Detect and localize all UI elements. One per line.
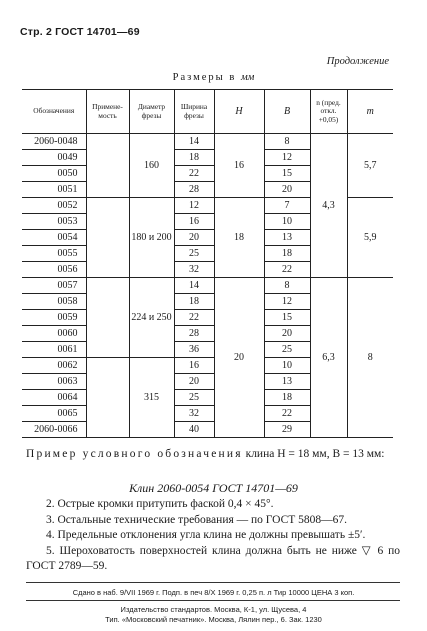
col-header-width: Ширина фрезы bbox=[174, 90, 214, 134]
col-header-designation: Обозначения bbox=[22, 90, 86, 134]
designation-cell: 0057 bbox=[22, 278, 86, 294]
b-cell: 13 bbox=[264, 374, 310, 390]
b-cell: 20 bbox=[264, 326, 310, 342]
b-cell: 8 bbox=[264, 278, 310, 294]
width-cell: 22 bbox=[174, 166, 214, 182]
designation-cell: 0061 bbox=[22, 342, 86, 358]
designation-cell: 0062 bbox=[22, 358, 86, 374]
designation-cell: 0058 bbox=[22, 294, 86, 310]
designation-cell: 0051 bbox=[22, 182, 86, 198]
continuation-label: Продолжение bbox=[326, 56, 389, 67]
printer-line: Тип. «Московский печатник». Москва, Лялин пер., 6. Зак. 1230 bbox=[105, 615, 322, 624]
applicability-cell bbox=[86, 358, 129, 438]
print-info: Сдано в наб. 9/VII 1969 г. Подп. в печ 8/X 1969 г. 0,25 п. л Тир 10000 ЦЕНА 3 коп. bbox=[72, 588, 355, 597]
diameter-cell: 180 и 200 bbox=[129, 198, 174, 278]
b-cell: 12 bbox=[264, 294, 310, 310]
designation-cell: 0052 bbox=[22, 198, 86, 214]
col-header-b: B bbox=[264, 90, 310, 134]
col-header-diameter: Диаметр фрезы bbox=[129, 90, 174, 134]
b-cell: 15 bbox=[264, 166, 310, 182]
width-cell: 40 bbox=[174, 422, 214, 438]
designation-cell: 0065 bbox=[22, 406, 86, 422]
width-cell: 14 bbox=[174, 278, 214, 294]
note-2: 2. Острые кромки притупить фаской 0,4 × 45°. bbox=[46, 498, 274, 510]
m-cell: 5,9 bbox=[347, 198, 393, 278]
table-row bbox=[22, 278, 393, 294]
units-caption bbox=[0, 72, 427, 83]
width-cell: 16 bbox=[174, 358, 214, 374]
b-cell: 20 bbox=[264, 182, 310, 198]
publisher-info bbox=[0, 605, 427, 625]
b-cell: 18 bbox=[264, 390, 310, 406]
col-header-h: H bbox=[214, 90, 264, 134]
units-caption-unit: мм bbox=[240, 72, 255, 83]
example-intro: Пример условного обозначения bbox=[26, 448, 243, 460]
width-cell: 32 bbox=[174, 406, 214, 422]
dimensions-table bbox=[22, 89, 393, 438]
designation-cell: 0056 bbox=[22, 262, 86, 278]
footer-rule-2 bbox=[26, 600, 400, 601]
diameter-cell: 315 bbox=[129, 358, 174, 438]
note-5: 5. Шероховатость поверхностей клина должна быть не ниже ▽ 6 по ГОСТ 2789—59. bbox=[26, 544, 400, 572]
designation-cell: 2060-0066 bbox=[22, 422, 86, 438]
note-4: 4. Предельные отклонения угла клина не должны превышать ±5′. bbox=[46, 529, 366, 541]
page-header: Стр. 2 ГОСТ 14701—69 bbox=[20, 26, 140, 38]
diameter-cell: 224 и 250 bbox=[129, 278, 174, 358]
table-row bbox=[22, 134, 393, 150]
width-cell: 25 bbox=[174, 246, 214, 262]
m-cell: 5,7 bbox=[347, 134, 393, 198]
table-body bbox=[22, 134, 393, 438]
b-cell: 18 bbox=[264, 246, 310, 262]
width-cell: 25 bbox=[174, 390, 214, 406]
b-cell: 8 bbox=[264, 134, 310, 150]
designation-cell: 0053 bbox=[22, 214, 86, 230]
note-3: 3. Остальные технические требования — по ГОСТ 5808—67. bbox=[46, 513, 348, 526]
b-cell: 29 bbox=[264, 422, 310, 438]
width-cell: 16 bbox=[174, 214, 214, 230]
designation-cell: 2060-0048 bbox=[22, 134, 86, 150]
designation-cell: 0060 bbox=[22, 326, 86, 342]
b-cell: 25 bbox=[264, 342, 310, 358]
n-cell: 6,3 bbox=[310, 278, 347, 438]
width-cell: 12 bbox=[174, 198, 214, 214]
width-cell: 20 bbox=[174, 374, 214, 390]
width-cell: 18 bbox=[174, 294, 214, 310]
designation-cell: 0064 bbox=[22, 390, 86, 406]
designation-cell: 0050 bbox=[22, 166, 86, 182]
b-cell: 10 bbox=[264, 214, 310, 230]
width-cell: 20 bbox=[174, 230, 214, 246]
diameter-cell: 160 bbox=[129, 134, 174, 198]
b-cell: 7 bbox=[264, 198, 310, 214]
applicability-cell bbox=[86, 134, 129, 198]
applicability-cell bbox=[86, 198, 129, 278]
col-header-applicability: Примене-мость bbox=[86, 90, 129, 134]
col-header-n: n (пред. откл. +0,05) bbox=[310, 90, 347, 134]
publisher-line: Издательство стандартов. Москва, К-1, ул. Щусева, 4 bbox=[120, 605, 307, 614]
width-cell: 36 bbox=[174, 342, 214, 358]
width-cell: 28 bbox=[174, 182, 214, 198]
designation-cell: 0059 bbox=[22, 310, 86, 326]
example-intro-rest: клина H = 18 мм, B = 13 мм: bbox=[242, 448, 385, 460]
b-cell: 10 bbox=[264, 358, 310, 374]
width-cell: 22 bbox=[174, 310, 214, 326]
designation-cell: 0049 bbox=[22, 150, 86, 166]
designation-cell: 0054 bbox=[22, 230, 86, 246]
width-cell: 32 bbox=[174, 262, 214, 278]
table-header-row bbox=[22, 90, 393, 134]
example-mark: Клин 2060-0054 ГОСТ 14701—69 bbox=[129, 481, 298, 495]
h-cell: 20 bbox=[214, 278, 264, 438]
designation-cell: 0055 bbox=[22, 246, 86, 262]
m-cell: 8 bbox=[347, 278, 393, 438]
width-cell: 14 bbox=[174, 134, 214, 150]
b-cell: 15 bbox=[264, 310, 310, 326]
width-cell: 28 bbox=[174, 326, 214, 342]
footer-rule bbox=[26, 582, 400, 583]
applicability-cell bbox=[86, 278, 129, 358]
width-cell: 18 bbox=[174, 150, 214, 166]
h-cell: 16 bbox=[214, 134, 264, 198]
h-cell: 18 bbox=[214, 198, 264, 278]
units-caption-text: Размеры в bbox=[172, 72, 241, 83]
designation-cell: 0063 bbox=[22, 374, 86, 390]
b-cell: 13 bbox=[264, 230, 310, 246]
n-cell: 4,3 bbox=[310, 134, 347, 278]
b-cell: 22 bbox=[264, 262, 310, 278]
col-header-m: m bbox=[347, 90, 393, 134]
example-text bbox=[26, 447, 400, 462]
notes bbox=[26, 497, 400, 575]
b-cell: 22 bbox=[264, 406, 310, 422]
b-cell: 12 bbox=[264, 150, 310, 166]
